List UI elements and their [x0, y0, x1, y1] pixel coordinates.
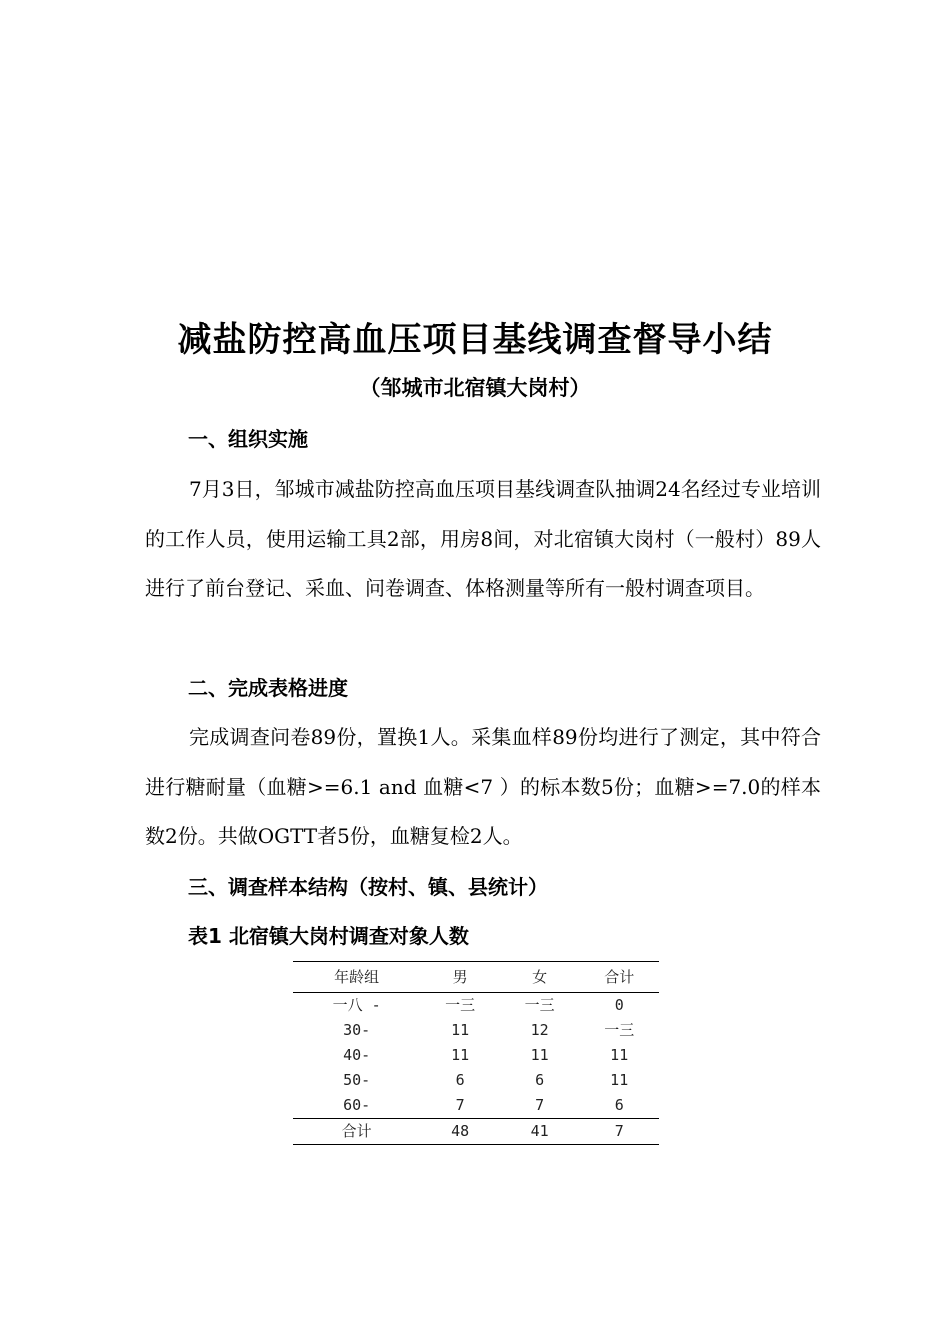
- section-heading-progress: 二、完成表格进度: [188, 676, 348, 700]
- cell-age-group: 60-: [343, 1096, 371, 1114]
- document-title: 减盐防控高血压项目基线调查督导小结: [177, 320, 773, 360]
- cell-male: 11: [451, 1021, 470, 1039]
- section-paragraph-progress: 完成调查问卷89份，置换1人。采集血样89份均进行了测定，其中符合进行糖耐量（血糖>=6.1 and 血糖<7 ）的标本数5份；血糖>=7.0的样本数2份。共做OGTT者5份，血糖复检2人。: [145, 725, 821, 848]
- cell-male: 6: [455, 1071, 465, 1089]
- section-heading-sample-structure: 三、调查样本结构（按村、镇、县统计）: [188, 875, 548, 899]
- section-paragraph-organization: 7月3日，邹城市减盐防控高血压项目基线调查队抽调24名经过专业培训的工作人员，使用运输工具2部，用房8间，对北宿镇大岗村（一般村）89人进行了前台登记、采血、问卷调查、体格测量等所有一般村调查项目。: [145, 477, 821, 600]
- table-header-row: [293, 962, 659, 993]
- cell-female: 一三: [524, 996, 555, 1014]
- column-header-age-group: 年龄组: [334, 968, 380, 986]
- table-caption: 表1 北宿镇大岗村调查对象人数: [188, 924, 469, 948]
- table-row: [293, 993, 659, 1019]
- total-male: 48: [451, 1122, 470, 1140]
- cell-total: 0: [614, 996, 624, 1014]
- cell-male: 11: [451, 1046, 470, 1064]
- cell-total: 11: [610, 1071, 629, 1089]
- document-subtitle: （邹城市北宿镇大岗村）: [359, 376, 591, 400]
- cell-age-group: 30-: [343, 1021, 371, 1039]
- total-overall: 7: [614, 1122, 624, 1140]
- cell-female: 11: [530, 1046, 549, 1064]
- respondents-table: [293, 961, 659, 1145]
- cell-total: 11: [610, 1046, 629, 1064]
- cell-total: 一三: [604, 1021, 635, 1039]
- cell-age-group: 50-: [343, 1071, 371, 1089]
- table-row: [293, 1068, 659, 1093]
- table-row: [293, 1043, 659, 1068]
- column-header-female: 女: [532, 968, 548, 986]
- cell-female: 6: [535, 1071, 545, 1089]
- column-header-male: 男: [452, 968, 468, 986]
- cell-female: 12: [530, 1021, 549, 1039]
- cell-total: 6: [614, 1096, 624, 1114]
- cell-female: 7: [535, 1096, 545, 1114]
- table-total-row: [293, 1119, 659, 1145]
- table-row: [293, 1093, 659, 1119]
- cell-male: 7: [455, 1096, 465, 1114]
- column-header-total: 合计: [604, 968, 635, 986]
- section-heading-organization: 一、组织实施: [188, 427, 308, 451]
- total-label: 合计: [341, 1122, 372, 1140]
- cell-male: 一三: [445, 996, 476, 1014]
- cell-age-group: 40-: [343, 1046, 371, 1064]
- table-row: [293, 1018, 659, 1043]
- total-female: 41: [530, 1122, 549, 1140]
- cell-age-group: 一八 -: [332, 996, 381, 1014]
